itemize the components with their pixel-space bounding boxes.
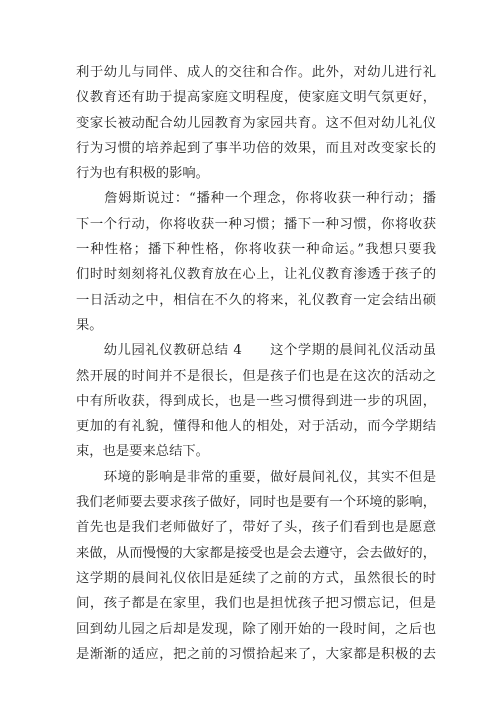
text-line: 变家长被动配合幼儿园教育为家园共育。这不但对幼儿礼仪 [76, 115, 436, 131]
text-line: 利于幼儿与同伴、成人的交往和合作。此外，对幼儿进行礼 [76, 65, 436, 80]
text-line: 果。 [76, 317, 103, 333]
text-line: 我们老师要去要求孩子做好，同时也是要有一个环境的影响， [76, 495, 436, 511]
document-body [76, 60, 436, 667]
text-line: 幼儿园礼仪教研总结 4 这个学期的晨间礼仪活动虽 [76, 343, 436, 359]
text-line: 首先也是我们老师做好了，带好了头，孩子们看到也是愿意 [76, 520, 436, 536]
text-line: 回到幼儿园之后却是发现，除了刚开始的一段时间，之后也 [76, 621, 436, 637]
text-line: 环境的影响是非常的重要，做好晨间礼仪，其实不但是 [76, 469, 436, 485]
text-line: 间，孩子都是在家里，我们也是担忧孩子把习惯忘记，但是 [76, 596, 436, 612]
text-line: 仪教育还有助于提高家庭文明程度，使家庭文明气氛更好， [76, 90, 436, 106]
text-line: 束，也是要来总结下。 [76, 444, 209, 460]
text-line: 行为习惯的培养起到了事半功倍的效果，而且对改变家长的 [76, 140, 436, 156]
text-line: 来做，从而慢慢的大家都是接受也是会去遵守，会去做好的， [76, 545, 436, 561]
text-line: 然开展的时间并不是很长，但是孩子们也是在这次的活动之 [76, 368, 436, 384]
text-line: 詹姆斯说过：“播种一个理念，你将收获一种行动；播 [76, 191, 436, 207]
text-line: 更加的有礼貌，懂得和他人的相处，对于活动，而今学期结 [76, 419, 436, 435]
text-line: 一种性格；播下种性格，你将收获一种命运。”我想只要我 [76, 242, 436, 258]
text-line: 行为也有积极的影响。 [76, 166, 209, 182]
text-line: 这学期的晨间礼仪依旧是延续了之前的方式，虽然很长的时 [76, 570, 436, 586]
text-line: 下一个行动，你将收获一种习惯；播下一种习惯，你将收获 [76, 216, 436, 232]
text-line: 们时时刻刻将礼仪教育放在心上，让礼仪教育渗透于孩子的 [76, 267, 436, 283]
text-line: 中有所收获，得到成长，也是一些习惯得到进一步的巩固， [76, 393, 436, 409]
text-line: 是渐渐的适应，把之前的习惯拾起来了，大家都是积极的去 [76, 646, 436, 662]
text-line: 一日活动之中，相信在不久的将来，礼仪教育一定会结出硕 [76, 292, 436, 308]
